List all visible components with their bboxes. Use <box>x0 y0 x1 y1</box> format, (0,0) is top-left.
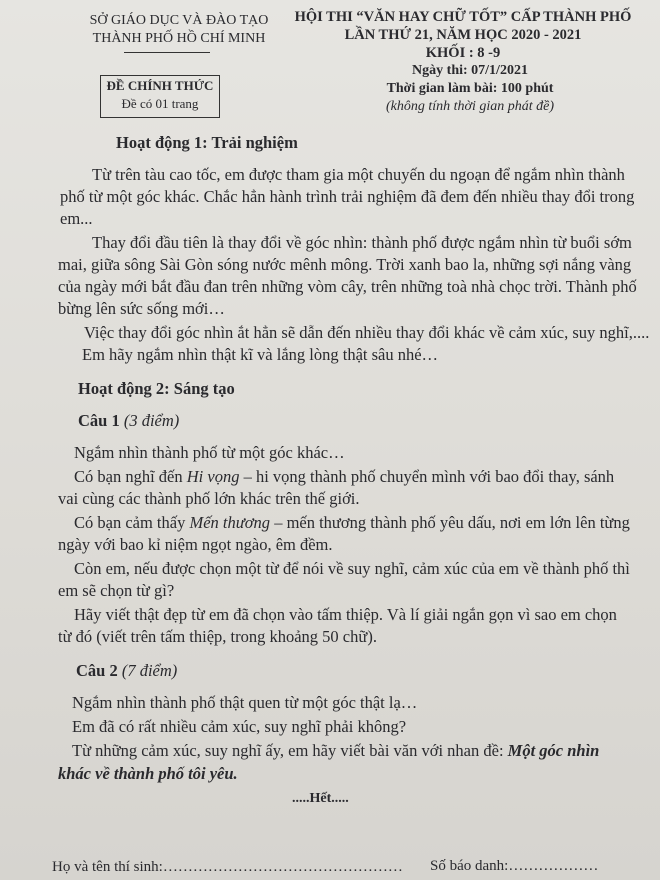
q1-heading <box>78 410 179 432</box>
q1-line7: em sẽ chọn từ gì? <box>58 581 175 600</box>
department-name: SỞ GIÁO DỤC VÀ ĐÀO TẠO <box>89 13 269 28</box>
q1-line2 <box>74 466 614 488</box>
q2-heading <box>76 660 177 682</box>
date-label: Ngày thi: <box>412 63 468 78</box>
q2-points: (7 điểm) <box>121 661 178 680</box>
q2-line1: Ngắm nhìn thành phố thật quen từ một góc thật lạ… <box>72 693 418 712</box>
candidate-name-field: Họ và tên thí sinh:………………………………………… <box>52 859 403 875</box>
exam-duration: 100 phút <box>500 81 554 96</box>
a1-p1-line3: em... <box>60 209 93 228</box>
contest-edition: LẦN THỨ 21, NĂM HỌC 2020 - 2021 <box>344 27 582 43</box>
q1-label: Câu 1 <box>78 411 120 430</box>
grade-level: KHỐI : 8 -9 <box>425 45 501 61</box>
essay-title-part2: khác về thành phố tôi yêu. <box>58 764 238 783</box>
q1-word-hope: Hi vọng <box>186 467 240 486</box>
q2-label: Câu 2 <box>76 661 118 680</box>
q1-line4 <box>74 512 630 534</box>
q1-line2-post: – hi vọng thành phố chuyển mình với bao đổi thay, sánh <box>239 467 615 486</box>
activity2-heading: Hoạt động 2: Sáng tạo <box>78 379 235 398</box>
q2-line2: Em đã có rất nhiều cảm xúc, suy nghĩ phải không? <box>72 717 407 736</box>
official-exam-box <box>100 75 220 118</box>
end-mark: .....Hết..... <box>292 791 349 806</box>
a1-p2-line2: mai, giữa sông Sài Gòn sóng nước mênh mông. Trời xanh bao la, những sợi nắng vàng <box>58 255 632 274</box>
q1-line1: Ngắm nhìn thành phố từ một góc khác… <box>74 443 345 462</box>
contest-header <box>288 8 638 62</box>
contest-title: HỘI THI “VĂN HAY CHỮ TỐT” CẤP THÀNH PHỐ <box>294 9 632 25</box>
q1-line2-pre: Có bạn nghĩ đến <box>74 467 187 486</box>
a1-p3: Việc thay đổi góc nhìn ắt hẳn sẽ dẫn đến nhiều thay đổi khác về cảm xúc, suy nghĩ,.... <box>84 323 650 342</box>
duration-label: Thời gian làm bài: <box>386 81 498 96</box>
q2-line3 <box>72 740 599 762</box>
exam-info <box>360 62 580 116</box>
q1-word-love: Mến thương <box>189 513 271 532</box>
q1-line9: từ đó (viết trên tấm thiệp, trong khoảng 50 chữ). <box>58 627 377 646</box>
official-title: ĐỀ CHÍNH THỨC <box>106 78 214 93</box>
a1-p1-line2: phố từ một góc khác. Chắc hẳn hành trình trải nghiệm đã đem đến nhiều thay đổi trong <box>60 187 635 206</box>
q2-line3-pre: Từ những cảm xúc, suy nghĩ ấy, em hãy viết bài văn với nhan đề: <box>72 741 508 760</box>
header-divider <box>124 52 210 53</box>
duration-note: (không tính thời gian phát đề) <box>385 99 555 114</box>
a1-p2-line1: Thay đổi đầu tiên là thay đổi về góc nhìn: thành phố được ngắm nhìn từ buổi sớm <box>92 233 632 252</box>
candidate-number-field: Số báo danh:……………… <box>430 858 599 874</box>
q1-line5: ngày với bao kỉ niệm ngọt ngào, êm đềm. <box>58 535 333 554</box>
exam-date: 07/1/2021 <box>471 63 528 78</box>
a1-p4: Em hãy ngắm nhìn thật kĩ và lắng lòng thật sâu nhé… <box>82 345 439 364</box>
q1-line4-post: – mến thương thành phố yêu dấu, nơi em lớn lên từng <box>270 513 630 532</box>
q1-points: (3 điểm) <box>123 411 180 430</box>
a1-p2-line4: bừng lên sức sống mới… <box>58 299 225 318</box>
activity1-heading: Hoạt động 1: Trải nghiệm <box>116 133 298 152</box>
city-name: THÀNH PHỐ HỒ CHÍ MINH <box>92 31 266 46</box>
q1-line6: Còn em, nếu được chọn một từ để nói về suy nghĩ, cảm xúc của em về thành phố thì <box>74 559 630 578</box>
a1-p2-line3: của ngày mới bắt đầu đan trên những vòm cây, trên những toà nhà chọc trời. Thành phố <box>58 277 637 296</box>
department-header <box>84 12 274 48</box>
q1-line4-pre: Có bạn cảm thấy <box>74 513 190 532</box>
a1-p1-line1: Từ trên tàu cao tốc, em được tham gia một chuyến du ngoạn để ngắm nhìn thành <box>92 165 625 184</box>
page-count: Đề có 01 trang <box>121 96 199 111</box>
essay-title-part1: Một góc nhìn <box>507 741 600 760</box>
q1-line3: vai cùng các thành phố lớn khác trên thế giới. <box>58 489 360 508</box>
q1-line8: Hãy viết thật đẹp từ em đã chọn vào tấm thiệp. Và lí giải ngắn gọn vì sao em chọn <box>74 605 617 624</box>
